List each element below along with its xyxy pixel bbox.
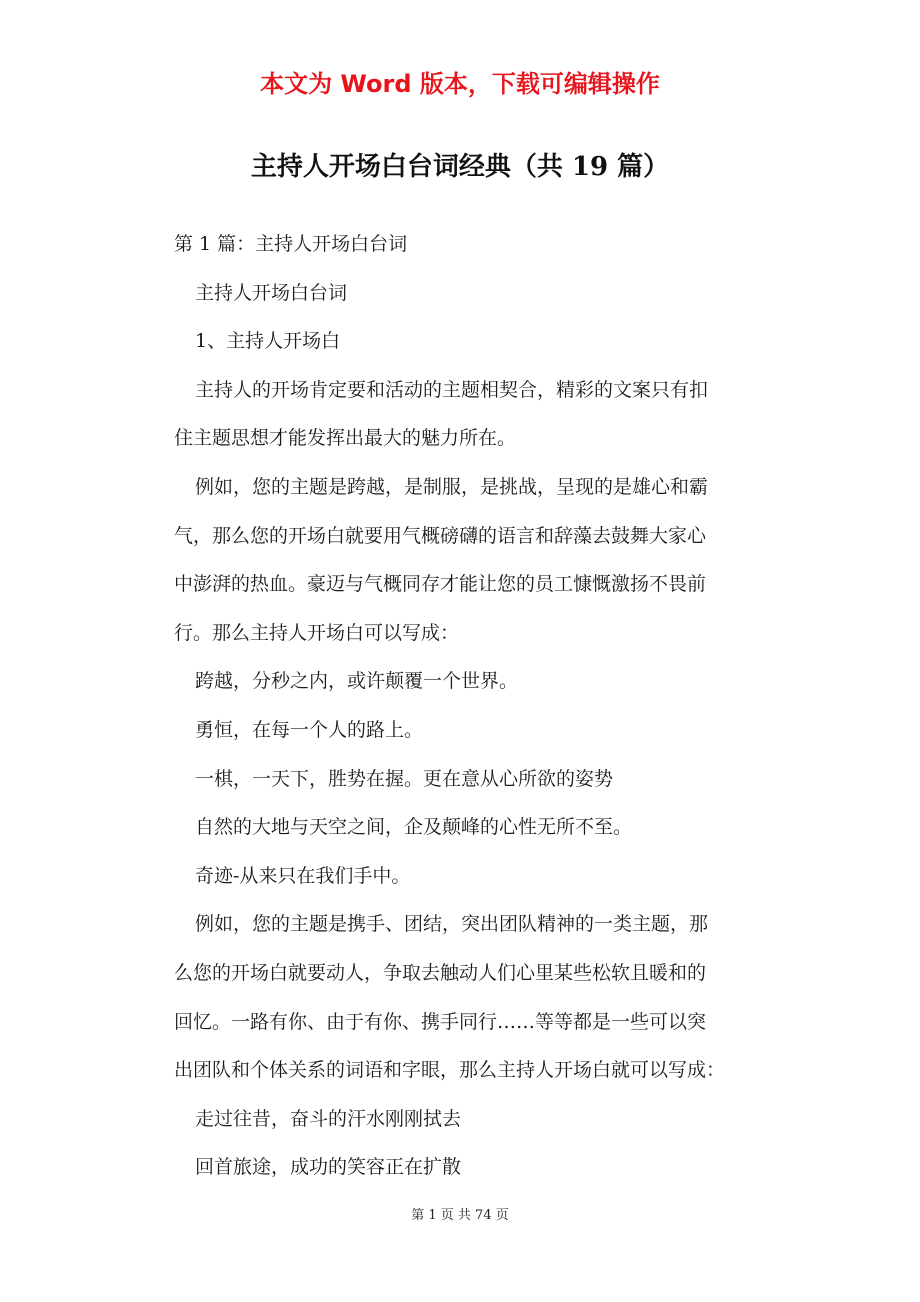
body-line: 中澎湃的热血。豪迈与气概同存才能让您的员工慷慨激扬不畏前 [174, 573, 707, 596]
download-banner: 本文为 Word 版本，下载可编辑操作 [260, 70, 660, 98]
body-line: 回首旅途，成功的笑容正在扩散 [195, 1156, 462, 1179]
body-line: 例如，您的主题是携手、团结，突出团队精神的一类主题，那 [195, 913, 709, 936]
body-line: 一棋，一天下，胜势在握。更在意从心所欲的姿势 [195, 767, 614, 790]
body-line: 跨越，分秒之内，或许颠覆一个世界。 [195, 670, 519, 693]
body-line: 么您的开场白就要动人，争取去触动人们心里某些松软且暖和的 [174, 961, 707, 984]
body-line: 自然的大地与天空之间，企及颠峰的心性无所不至。 [195, 816, 633, 839]
body-line: 住主题思想才能发挥出最大的魅力所在。 [174, 427, 517, 450]
body-line: 回忆。一路有你、由于有你、携手同行……等等都是一些可以突 [174, 1010, 707, 1033]
body-line: 主持人的开场肯定要和活动的主题相契合，精彩的文案只有扣 [195, 378, 709, 401]
body-line: 奇迹-从来只在我们手中。 [195, 864, 411, 887]
document-title: 主持人开场白台词经典（共 19 篇） [250, 152, 670, 182]
body-line: 第 1 篇：主持人开场白台词 [174, 233, 408, 255]
body-line: 出团队和个体关系的词语和字眼，那么主持人开场白就可以写成： [174, 1059, 726, 1082]
body-line: 1、主持人开场白 [195, 330, 341, 353]
body-line: 主持人开场白台词 [195, 281, 348, 304]
page-indicator: 第 1 页 共 74 页 [411, 1208, 509, 1223]
body-line: 勇恒，在每一个人的路上。 [195, 718, 424, 741]
body-line: 例如，您的主题是跨越，是制服，是挑战，呈现的是雄心和霸 [195, 475, 709, 498]
body-line: 气，那么您的开场白就要用气概磅礴的语言和辞藻去鼓舞大家心 [174, 524, 707, 547]
body-line: 行。那么主持人开场白可以写成： [174, 621, 460, 644]
document-body [174, 220, 794, 1192]
body-line: 走过往昔，奋斗的汗水刚刚拭去 [195, 1107, 462, 1130]
